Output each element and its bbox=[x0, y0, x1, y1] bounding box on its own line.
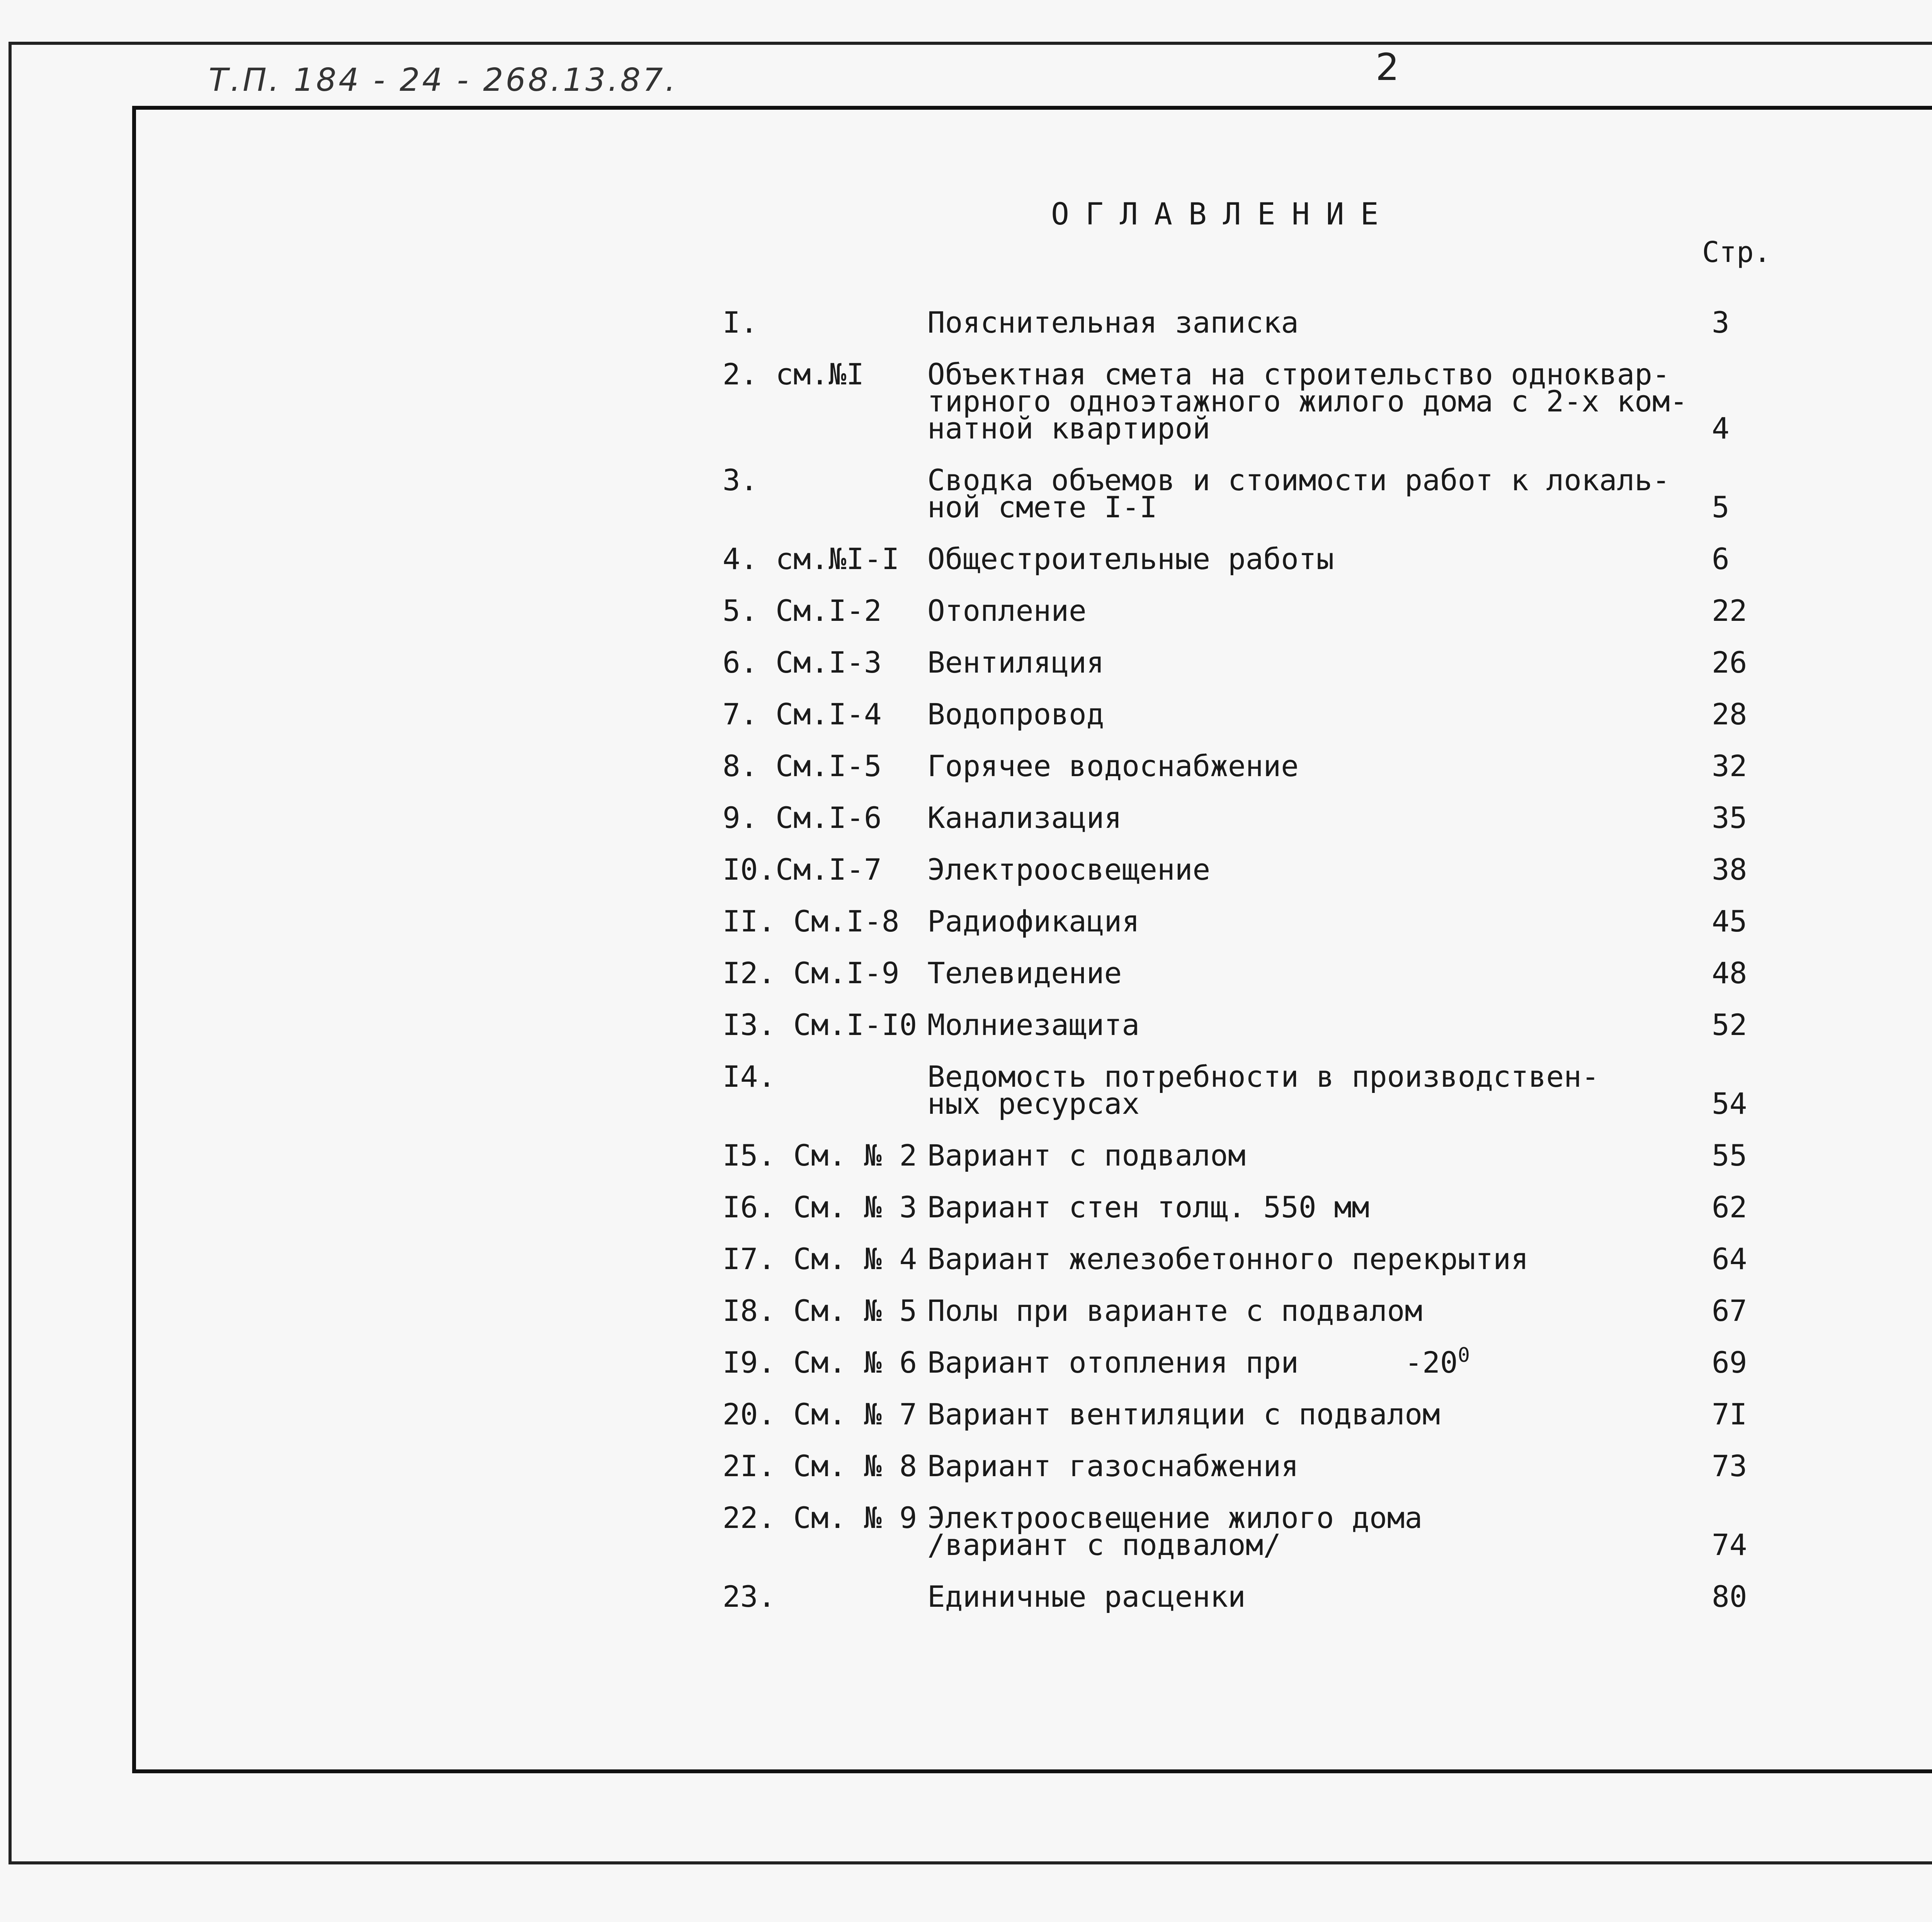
toc-entry-page: 6 bbox=[1712, 542, 1730, 576]
toc-entry-page: 28 bbox=[1712, 697, 1747, 731]
toc-entry-page: 3 bbox=[1712, 305, 1730, 340]
toc-entry-number: I6. См. № 3 bbox=[723, 1190, 917, 1224]
toc-entry-title: Вентиляция bbox=[927, 645, 1104, 680]
toc-entry-page: 38 bbox=[1712, 852, 1747, 887]
toc-entry-title: Молниезащита bbox=[927, 1008, 1140, 1042]
toc-entry-title: Горячее водоснабжение bbox=[927, 749, 1299, 783]
toc-entry-title: Вариант железобетонного перекрытия bbox=[927, 1242, 1529, 1276]
toc-entry-title: Объектная смета на строительство одноквар- тирного одноэтажного жилого дома с 2-х ком- натной квартирой bbox=[927, 357, 1688, 445]
toc-entry-title: Электроосвещение bbox=[927, 852, 1211, 887]
toc-entry-page: 32 bbox=[1712, 749, 1747, 783]
toc-entry-number: I8. См. № 5 bbox=[723, 1293, 917, 1328]
toc-entry-page: 64 bbox=[1712, 1242, 1747, 1276]
toc-entry-title: Общестроительные работы bbox=[927, 542, 1334, 576]
toc-entry-title: Полы при варианте с подвалом bbox=[927, 1293, 1423, 1328]
toc-entry-number: I2. См.I-9 bbox=[723, 956, 900, 990]
toc-entry-number: I7. См. № 4 bbox=[723, 1242, 917, 1276]
toc-entry-title: Вариант вентиляции с подвалом bbox=[927, 1397, 1440, 1431]
toc-entry-page: 73 bbox=[1712, 1449, 1747, 1483]
toc-entry-title: Вариант газоснабжения bbox=[927, 1449, 1299, 1483]
toc-entry-page: 55 bbox=[1712, 1138, 1747, 1173]
toc-entry-number: I. bbox=[723, 305, 758, 340]
toc-entry-page: 48 bbox=[1712, 956, 1747, 990]
toc-entry-number: 20. См. № 7 bbox=[723, 1397, 917, 1431]
toc-entry-title: Вариант отопления при $-20^0$ bbox=[927, 1344, 1470, 1380]
toc-entry-title: Сводка объемов и стоимости работ к локаль- ной смете I-I bbox=[927, 463, 1670, 524]
page-number: 2 bbox=[1376, 46, 1400, 89]
toc-entry-title: Канализация bbox=[927, 800, 1122, 835]
toc-entry-page: 74 bbox=[1712, 1528, 1747, 1562]
toc-entry-number: I0.См.I-7 bbox=[723, 852, 882, 887]
toc-entry-page: 54 bbox=[1712, 1086, 1747, 1121]
toc-entry-page: 22 bbox=[1712, 593, 1747, 628]
toc-entry-page: 69 bbox=[1712, 1345, 1747, 1380]
page-column-label: Стр. bbox=[1702, 236, 1771, 269]
toc-entry-page: 80 bbox=[1712, 1579, 1747, 1614]
toc-title: ОГЛАВЛЕНИЕ bbox=[1051, 197, 1395, 232]
toc-entry-page: 67 bbox=[1712, 1293, 1747, 1328]
toc-entry-number: 5. См.I-2 bbox=[723, 593, 882, 628]
toc-entry-number: 22. См. № 9 bbox=[723, 1501, 917, 1535]
toc-entry-number: 9. См.I-6 bbox=[723, 800, 882, 835]
toc-entry-title: Водопровод bbox=[927, 697, 1104, 731]
toc-entry-title: Электроосвещение жилого дома /вариант с подвалом/ bbox=[927, 1501, 1423, 1562]
toc-entry-title: Отопление bbox=[927, 593, 1087, 628]
toc-entry-page: 5 bbox=[1712, 490, 1730, 524]
toc-entry-number: I3. См.I-I0 bbox=[723, 1008, 917, 1042]
toc-entry-page: 7I bbox=[1712, 1397, 1747, 1431]
toc-entry-title: Пояснительная записка bbox=[927, 305, 1299, 340]
toc-entry-title: Вариант стен толщ. 550 мм bbox=[927, 1190, 1369, 1224]
toc-entry-page: 26 bbox=[1712, 645, 1747, 680]
toc-entry-page: 4 bbox=[1712, 411, 1730, 445]
toc-entry-title: Вариант с подвалом bbox=[927, 1138, 1246, 1173]
toc-entry-page: 62 bbox=[1712, 1190, 1747, 1224]
toc-entry-page: 52 bbox=[1712, 1008, 1747, 1042]
toc-entry-page: 35 bbox=[1712, 800, 1747, 835]
toc-entry-title: Единичные расценки bbox=[927, 1579, 1246, 1614]
toc-entry-number: II. См.I-8 bbox=[723, 904, 900, 938]
toc-entry-number: 2. см.№I bbox=[723, 357, 864, 391]
toc-entry-page: 45 bbox=[1712, 904, 1747, 938]
project-designation: Т.П. 184 - 24 - 268.13.87. bbox=[209, 62, 678, 99]
toc-entry-number: 23. bbox=[723, 1579, 776, 1614]
toc-entry-number: 8. См.I-5 bbox=[723, 749, 882, 783]
toc-entry-title: Телевидение bbox=[927, 956, 1122, 990]
toc-entry-title: Ведомость потребности в производствен- ных ресурсах bbox=[927, 1059, 1599, 1121]
toc-entry-number: I4. bbox=[723, 1059, 776, 1094]
toc-entry-number: I9. См. № 6 bbox=[723, 1345, 917, 1380]
toc-entry-title: Радиофикация bbox=[927, 904, 1140, 938]
toc-entry-number: I5. См. № 2 bbox=[723, 1138, 917, 1173]
degree-superscript: 0 bbox=[1458, 1344, 1470, 1367]
toc-entry-number: 7. См.I-4 bbox=[723, 697, 882, 731]
toc-entry-number: 4. см.№I-I bbox=[723, 542, 900, 576]
toc-entry-number: 3. bbox=[723, 463, 758, 497]
toc-entry-number: 2I. См. № 8 bbox=[723, 1449, 917, 1483]
toc-entry-number: 6. См.I-3 bbox=[723, 645, 882, 680]
